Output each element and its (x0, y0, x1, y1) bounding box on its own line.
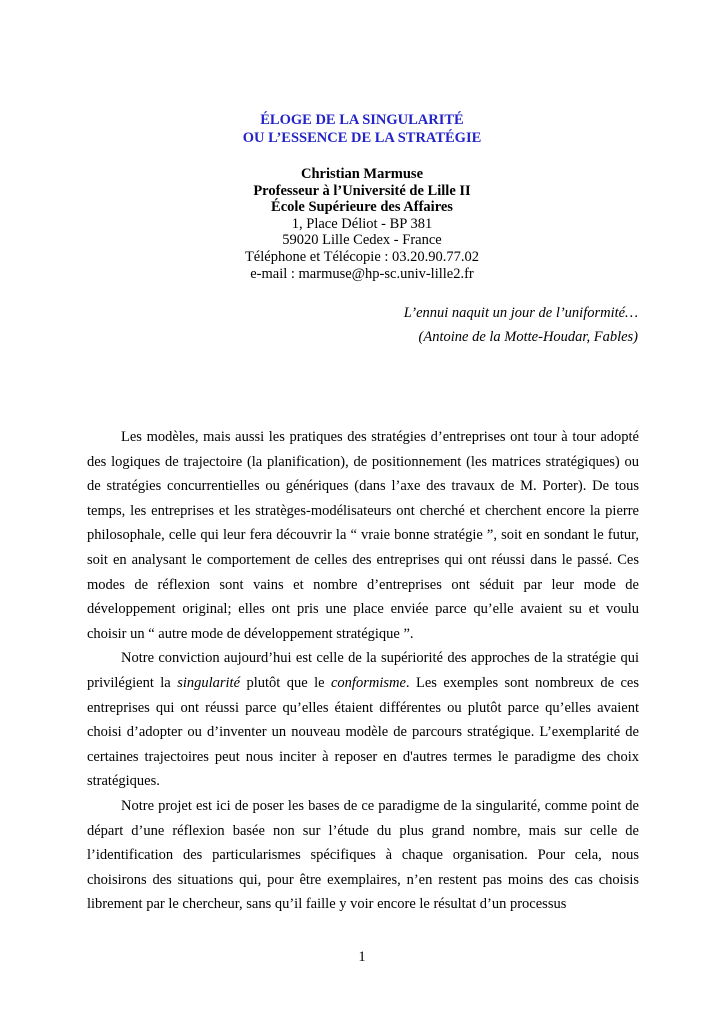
body-text (87, 425, 639, 917)
paragraph-2-part-b: plutôt que le (240, 674, 331, 691)
author-email: e-mail : marmuse@hp-sc.univ-lille2.fr (250, 265, 474, 282)
paragraph-2 (87, 646, 639, 794)
author-block (0, 166, 724, 282)
paragraph-2-part-a: Notre conviction aujourd’hui est celle de la supériorité des approches de la stratégie qui privilégient la (87, 650, 639, 691)
epigraph-source: (Antoine de la Motte-Houdar, Fables) (418, 329, 638, 345)
author-school: École Supérieure des Affaires (271, 199, 453, 216)
title-line-2: OU L’ESSENCE DE LA STRATÉGIE (242, 130, 482, 146)
author-phone: Téléphone et Télécopie : 03.20.90.77.02 (244, 248, 480, 265)
paragraph-1: Les modèles, mais aussi les pratiques des stratégies d’entreprises ont tour à tour adopté des logiques de trajectoire (la planification), de positionnement (les matrices stratégiques) ou de stratégies concurrentielles ou génériques (dans l’axe des travaux de M. Porter). De tous temps, les entreprises et les stratèges-modélisateurs ont cherché et cherchent encore la pierre philosophale, celle qui leur fera découvrir la “ vraie bonne stratégie ”, soit en sondant le futur, soit en analysant le comportement de celles des entreprises qui ont réussi dans le passé. Ces modes de réflexion sont vains et nombre d’entreprises ont séduit par leur mode de développement original; elles ont pris une place enviée parce qu’elle avaient su et voulu choisir un “ autre mode de développement stratégique ”. (87, 429, 639, 642)
paragraph-3: Notre projet est ici de poser les bases de ce paradigme de la singularité, comme point de départ d’une réflexion basée non sur l’étude du plus grand nombre, mais sur celle de l’identification des particularismes spécifiques à chaque organisation. Pour cela, nous choisirons des situations qui, pour être exemplaires, n’en restent pas moins des cas choisis librement par le chercheur, sans qu’il faille y voir encore le résultat d’un processus (87, 797, 639, 913)
author-address-line-2: 59020 Lille Cedex - France (282, 232, 442, 249)
author-position: Professeur à l’Université de Lille II (253, 182, 471, 199)
author-address-line-1: 1, Place Déliot - BP 381 (291, 215, 433, 232)
paragraph-2-part-c: . Les exemples sont nombreux de ces entreprises qui ont réussi parce qu’elles étaient différentes ou plutôt parce qu’elles avaient choisi d’adopter ou d’inventer un nouveau modèle de parcours stratégique. L’exemplarité de certaines trajectoires peut nous inciter à reposer en d'autres termes le paradigme des choix stratégiques. (87, 674, 639, 790)
title-line-1: ÉLOGE DE LA SINGULARITÉ (260, 112, 464, 128)
author-name: Christian Marmuse (300, 166, 424, 182)
page-number: 1 (358, 949, 366, 965)
epigraph-quote: L’ennui naquit un jour de l’uniformité… (403, 305, 638, 321)
emphasis-singularite: singularité (177, 674, 241, 691)
epigraph (404, 301, 638, 349)
emphasis-conformisme: conformisme (331, 674, 406, 691)
